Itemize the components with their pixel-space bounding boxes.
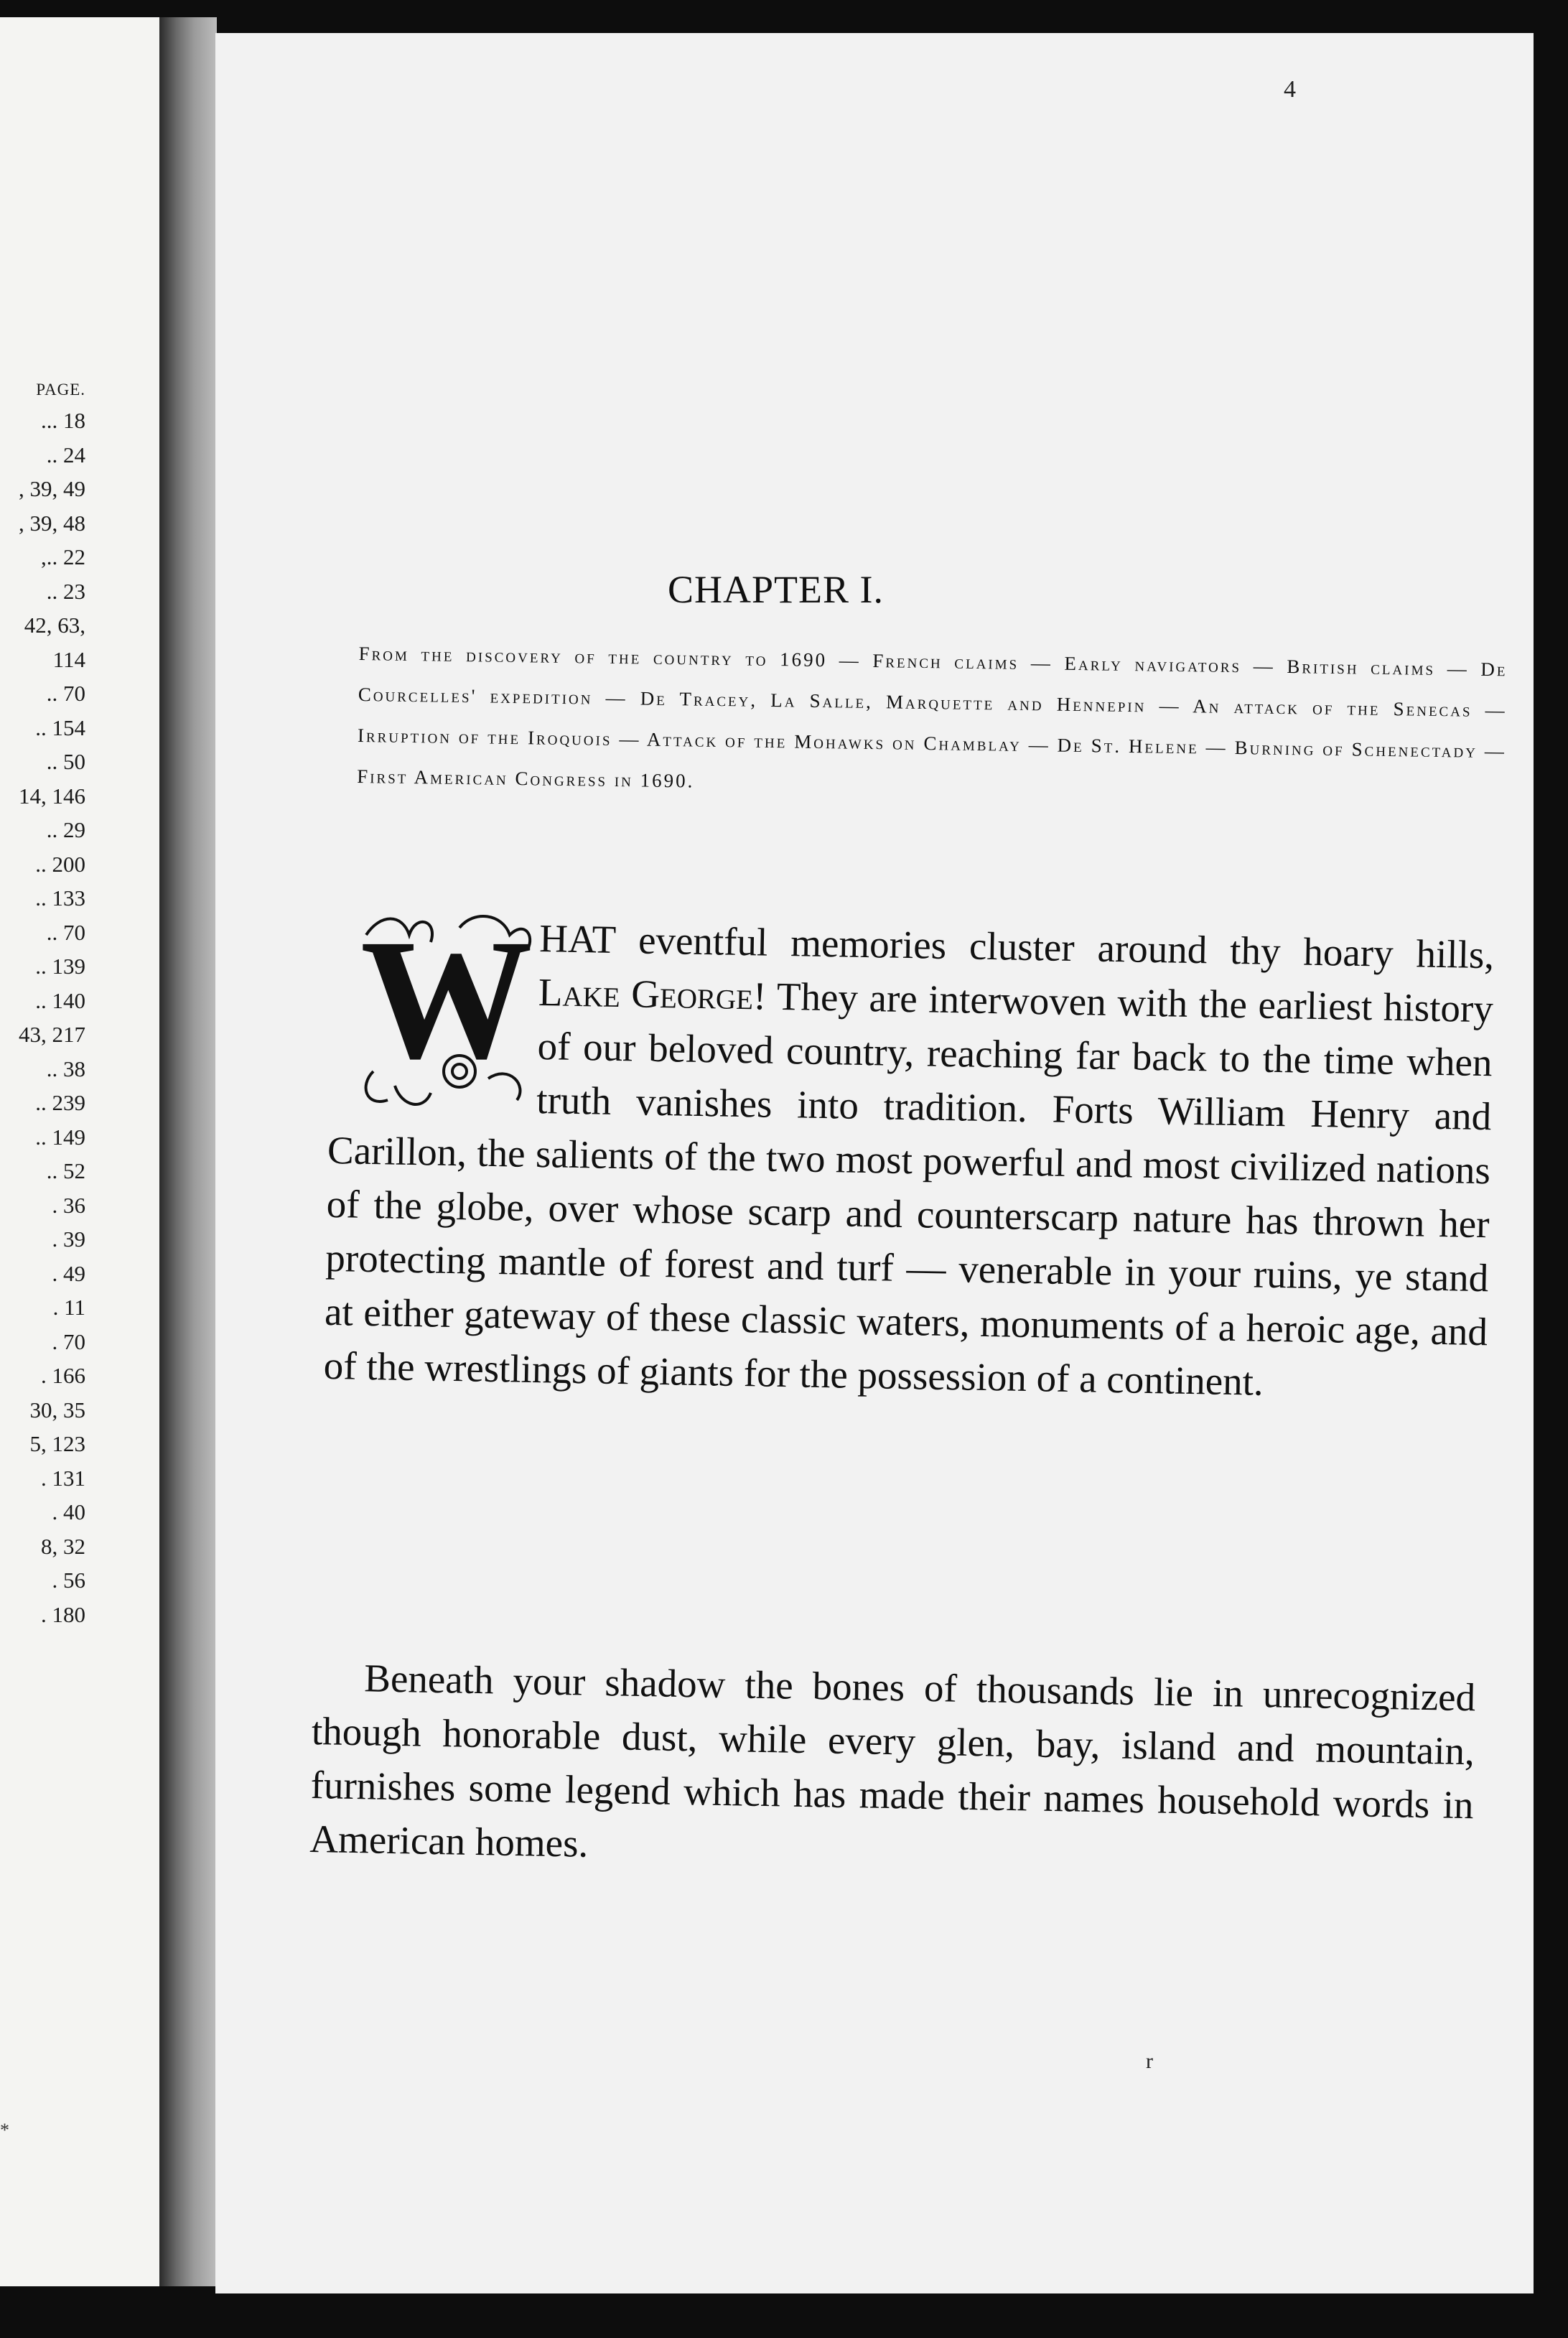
index-entry: .. 70 bbox=[46, 681, 85, 706]
index-entry: 5, 123 bbox=[29, 1431, 85, 1456]
index-entry: . 11 bbox=[52, 1295, 85, 1320]
page-mark: 4 bbox=[1284, 76, 1296, 103]
left-page bbox=[0, 17, 159, 2286]
drop-cap-letter: W bbox=[360, 906, 533, 1094]
index-entry: ... 18 bbox=[41, 408, 85, 433]
index-entry: . 70 bbox=[52, 1328, 85, 1354]
ornamental-drop-cap-w bbox=[352, 906, 541, 1114]
index-entry: 114 bbox=[52, 646, 85, 672]
index-entry: , 39, 48 bbox=[19, 510, 85, 536]
index-entry: 8, 32 bbox=[41, 1533, 85, 1559]
index-entry: . 40 bbox=[52, 1499, 85, 1524]
index-entry: .. 38 bbox=[46, 1056, 85, 1081]
index-entry: 43, 217 bbox=[19, 1022, 85, 1047]
index-entry: , 39, 49 bbox=[19, 476, 85, 501]
right-page bbox=[215, 33, 1534, 2293]
index-entry: . 131 bbox=[41, 1465, 85, 1491]
index-entry: . 36 bbox=[52, 1192, 85, 1218]
lake-name: Lake George bbox=[538, 970, 754, 1018]
index-entry: .. 70 bbox=[46, 919, 85, 945]
body-paragraph-2: Beneath your shadow the bones of thousands lie in unrecognized though honorable dust, while every glen, bay, island and mountain, furnishes some legend which has made their names household words in American homes. bbox=[309, 1656, 1476, 1866]
index-entry: .. 29 bbox=[46, 817, 85, 842]
paragraph-1-rest: ! They are interwoven with the earliest history of our beloved country, reaching far back to the time when truth vanishes into tradition. Forts William Henry and Carillon, the salients of the two most powerful and most civilized nations of the globe, over whose scarp and counterscarp nature has thrown her protecting mantle of forest and turf — venerable in your ruins, ye stand at either gateway of these classic waters, monuments of a heroic age, and of the wrestlings of giants for the possession of a continent. bbox=[323, 974, 1494, 1404]
index-entry: . 180 bbox=[41, 1601, 85, 1627]
index-entry: . 166 bbox=[41, 1363, 85, 1388]
index-entry: .. 154 bbox=[35, 714, 85, 740]
index-entry: ,.. 22 bbox=[41, 544, 85, 569]
index-entry: .. 50 bbox=[46, 749, 85, 774]
bottom-mark: * bbox=[0, 2120, 9, 2141]
chapter-title: CHAPTER I. bbox=[668, 568, 885, 611]
index-entry: 42, 63, bbox=[24, 613, 85, 638]
index-entry: 30, 35 bbox=[29, 1397, 85, 1422]
index-entry: 14, 146 bbox=[19, 783, 85, 809]
index-entry: .. 139 bbox=[35, 954, 85, 979]
index-entry: .. 133 bbox=[35, 885, 85, 910]
index-list bbox=[19, 404, 85, 1631]
index-entry: . 39 bbox=[52, 1226, 85, 1252]
index-entry: .. 24 bbox=[46, 442, 85, 467]
index-header: PAGE. bbox=[36, 381, 85, 399]
index-entry: .. 200 bbox=[35, 851, 85, 877]
index-entry: . 56 bbox=[52, 1568, 85, 1593]
chapter-summary: From the discovery of the country to 1690 — French claims — Early navigators — British claims — De Courcelles' expedition — De Tracey, La Salle, Marquette and Hennepin — An attack of the Senecas — Irruption of the Iroquois — Attack of the Mohawks on Chamblay — De St. Helene — Burning of Schenectady — First American Congress in 1690. bbox=[357, 642, 1508, 792]
stray-mark: r bbox=[1146, 2049, 1153, 2073]
index-entry: .. 239 bbox=[35, 1090, 85, 1115]
index-entry: .. 23 bbox=[46, 578, 85, 604]
index-entry: .. 52 bbox=[46, 1158, 85, 1183]
index-entry: .. 149 bbox=[35, 1124, 85, 1150]
book-gutter bbox=[159, 17, 217, 2286]
paragraph-1-lead: HAT eventful memories cluster around thy hoary hills, bbox=[538, 916, 1495, 977]
index-entry: .. 140 bbox=[35, 987, 85, 1013]
index-entry: . 49 bbox=[52, 1260, 85, 1286]
